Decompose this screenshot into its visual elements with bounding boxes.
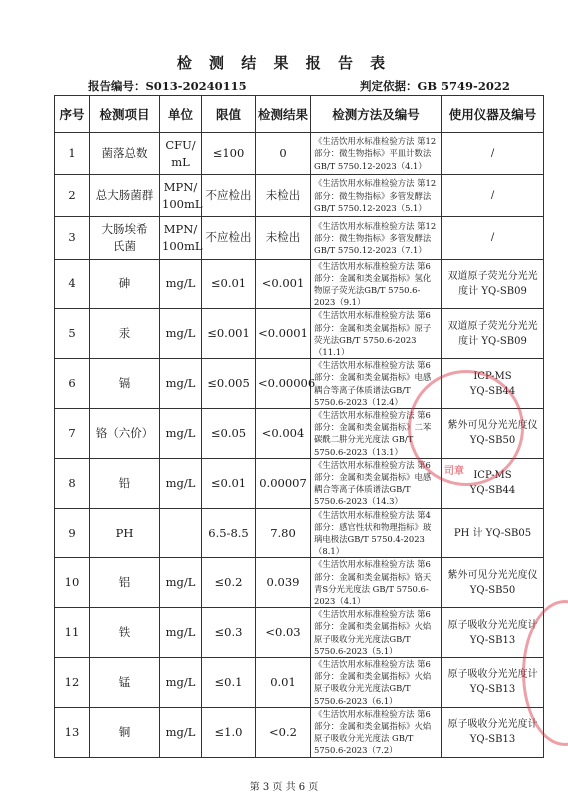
header-result: 检测结果 [256,96,311,133]
table-row [55,508,544,558]
row-number: 1 [55,133,90,175]
test-item: 镉 [90,359,160,409]
test-item: 锰 [90,658,160,708]
instrument: 双道原子荧光分光光度计 YQ-SB09 [442,309,544,359]
unit: CFU/ mL [160,133,202,175]
row-number: 9 [55,508,90,558]
unit: mg/L [160,409,202,459]
test-item: 大肠埃希 氏菌 [90,217,160,259]
table-row [55,175,544,217]
test-result: <0.03 [256,608,311,658]
test-item: 铅 [90,458,160,508]
row-number: 3 [55,217,90,259]
limit-value: ≤0.05 [202,409,256,459]
limit-value: 不应检出 [202,217,256,259]
unit: mg/L [160,359,202,409]
seal-text: 司章 [444,466,464,477]
report-number: 报告编号：S013-20240115 [88,79,247,93]
row-number: 5 [55,309,90,359]
test-result: <0.0001 [256,309,311,359]
limit-value: ≤0.01 [202,458,256,508]
unit: MPN/ 100mL [160,175,202,217]
instrument: 原子吸收分光光度计 YQ-SB13 [442,608,544,658]
limit-value: ≤0.01 [202,259,256,309]
limit-value: ≤0.001 [202,309,256,359]
instrument: 原子吸收分光光度计 YQ-SB13 [442,707,544,757]
test-result: 未检出 [256,217,311,259]
unit: mg/L [160,658,202,708]
page-number: 第 3 页 共 6 页 [249,782,319,793]
limit-value: 不应检出 [202,175,256,217]
table-header-row [55,96,544,133]
row-number: 10 [55,558,90,608]
test-result: 7.80 [256,508,311,558]
table-row [55,707,544,757]
instrument: / [442,133,544,175]
test-method: 《生活饮用水标准检验方法 第6部分：金属和类金属指标》火焰原子吸收分光光度法GB/T 5750.6-2023（6.1） [311,658,442,708]
row-number: 6 [55,359,90,409]
results-table [54,95,544,758]
test-result: <0.004 [256,409,311,459]
test-item: 砷 [90,259,160,309]
limit-value: ≤0.005 [202,359,256,409]
test-item: 汞 [90,309,160,359]
limit-value: ≤0.1 [202,658,256,708]
test-result: 0.01 [256,658,311,708]
test-method: 《生活饮用水标准检验方法 第12部分：微生物指标》平皿计数法GB/T 5750.12-2023（4.1） [311,133,442,175]
limit-value: ≤0.3 [202,608,256,658]
instrument: ICP-MS YQ-SB44 [442,458,544,508]
header-instrument: 使用仪器及编号 [442,96,544,133]
instrument: 紫外可见分光光度仪YQ-SB50 [442,409,544,459]
table-row [55,608,544,658]
unit: mg/L [160,309,202,359]
instrument: ICP-MS YQ-SB44 [442,359,544,409]
instrument: 双道原子荧光分光光度计 YQ-SB09 [442,259,544,309]
table-row [55,658,544,708]
table-row [55,409,544,459]
test-item: 铬（六价） [90,409,160,459]
header-limit: 限值 [202,96,256,133]
unit: mg/L [160,707,202,757]
instrument: 紫外可见分光光度仪YQ-SB50 [442,558,544,608]
test-method: 《生活饮用水标准检验方法 第6部分：金属和类金属指标》火焰原子吸收分光光度法GB/T 5750.6-2023（5.1） [311,608,442,658]
table-row [55,359,544,409]
test-method: 《生活饮用水标准检验方法 第6部分：金属和类金属指标》二苯碳酰二肼分光光度法 GB/T 5750.6-2023（13.1） [311,409,442,459]
table-body [55,133,544,758]
unit: mg/L [160,458,202,508]
test-method: 《生活饮用水标准检验方法 第4部分：感官性状和物理指标》玻璃电极法GB/T 5750.4-2023（8.1） [311,508,442,558]
test-result: 0.039 [256,558,311,608]
table-row [55,458,544,508]
test-method: 《生活饮用水标准检验方法 第6部分：金属和类金属指标》火焰原子吸收分光光度法 GB/T 5750.6-2023（7.2） [311,707,442,757]
row-number: 2 [55,175,90,217]
table-row [55,217,544,259]
unit: mg/L [160,608,202,658]
table-row [55,309,544,359]
instrument: / [442,175,544,217]
instrument: 原子吸收分光光度计 YQ-SB13 [442,658,544,708]
row-number: 7 [55,409,90,459]
test-item: 铝 [90,558,160,608]
test-item: PH [90,508,160,558]
instrument: / [442,217,544,259]
test-method: 《生活饮用水标准检验方法 第6部分：金属和类金属指标》电感耦合等离子体质谱法GB/T 5750.6-2023（12.4） [311,359,442,409]
unit [160,508,202,558]
table-row [55,259,544,309]
test-item: 菌落总数 [90,133,160,175]
table-row [55,133,544,175]
limit-value: 6.5-8.5 [202,508,256,558]
test-result: <0.001 [256,259,311,309]
test-method: 《生活饮用水标准检验方法 第12部分：微生物指标》多管发酵法GB/T 5750.12-2023（7.1） [311,217,442,259]
limit-value: ≤1.0 [202,707,256,757]
row-number: 11 [55,608,90,658]
test-result: <0.2 [256,707,311,757]
limit-value: ≤100 [202,133,256,175]
test-result: <0.00006 [256,359,311,409]
header-item: 检测项目 [90,96,160,133]
row-number: 12 [55,658,90,708]
test-result: 0.00007 [256,458,311,508]
test-method: 《生活饮用水标准检验方法 第6部分：金属和类金属指标》原子荧光法GB/T 5750.6-2023（11.1） [311,309,442,359]
row-number: 8 [55,458,90,508]
test-result: 0 [256,133,311,175]
row-number: 4 [55,259,90,309]
header-no: 序号 [55,96,90,133]
judgment-basis: 判定依据：GB 5749-2022 [360,79,510,93]
unit: mg/L [160,259,202,309]
instrument: PH 计 YQ-SB05 [442,508,544,558]
test-method: 《生活饮用水标准检验方法 第12部分：微生物指标》多管发酵法GB/T 5750.12-2023（5.1） [311,175,442,217]
test-item: 铁 [90,608,160,658]
table-row [55,558,544,608]
report-title: 检 测 结 果 报 告 表 [176,54,392,72]
test-method: 《生活饮用水标准检验方法 第6部分：金属和类金属指标》氢化物原子荧光法GB/T 5750.6-2023（9.1） [311,259,442,309]
test-method: 《生活饮用水标准检验方法 第6部分：金属和类金属指标》电感耦合等离子体质谱法GB/T 5750.6-2023（14.3） [311,458,442,508]
test-result: 未检出 [256,175,311,217]
row-number: 13 [55,707,90,757]
limit-value: ≤0.2 [202,558,256,608]
header-unit: 单位 [160,96,202,133]
test-method: 《生活饮用水标准检验方法 第6部分：金属和类金属指标》铬天青S分光光度法 GB/T 5750.6-2023（4.1） [311,558,442,608]
test-item: 总大肠菌群 [90,175,160,217]
test-item: 铜 [90,707,160,757]
unit: MPN/ 100mL [160,217,202,259]
header-method: 检测方法及编号 [311,96,442,133]
unit: mg/L [160,558,202,608]
